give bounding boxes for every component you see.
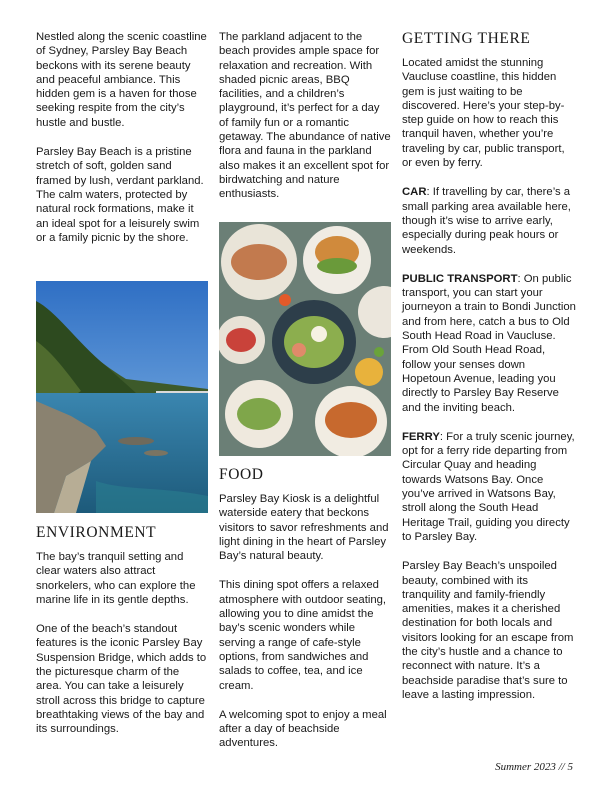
food-photo	[219, 222, 391, 456]
environment-heading: ENVIRONMENT	[36, 524, 157, 541]
public-transport-text: : On public transport, you can start your journeyon a train to Bondi Junction and from here, catch a bus to Old South Head Road in Vaucluse. From Old South Head Road, follow your senses down Hopetoun Avenue, leading you directly to Parsley Bay Reserve and the inviting beach.	[402, 272, 576, 414]
getting-there-intro: Located amidst the stunning Vaucluse coastline, this hidden gem is just waiting to be discovered. Here’s your step-by-step guide on how to reach this tranquil haven, whether you’re traveling by car, public transport, or even by ferry.	[402, 57, 565, 170]
food-paragraph-1: Parsley Bay Kiosk is a delightful waterside eatery that beckons visitors to savor refreshments and light dining in the heart of Parsley Bay’s natural beauty.	[219, 493, 389, 563]
food-paragraph-2: This dining spot offers a relaxed atmosphere with outdoor seating, allowing you to dine amidst the bay’s scenic wonders while serving a range of cafe-style options, from sandwiches and salads to coffee, tea, and ice cream.	[219, 579, 387, 692]
parkland-paragraph: The parkland adjacent to the beach provides ample space for relaxation and recreation. With shaded picnic areas, BBQ facilities, and a children’s playground, it’s perfect for a day of family fun or a romantic getaway. The abundance of native flora and fauna in the parkland also makes it an excellent spot for birdwatching and nature enthusiasts.	[219, 31, 391, 201]
environment-section	[36, 524, 208, 752]
beach-photo	[36, 281, 208, 513]
public-transport-label: PUBLIC TRANSPORT	[402, 272, 518, 285]
ferry-paragraph	[402, 430, 576, 544]
column-right	[402, 30, 576, 717]
car-label: CAR	[402, 186, 427, 199]
column-middle	[219, 30, 391, 217]
ferry-label: FERRY	[402, 430, 440, 443]
page-footer: Summer 2023 // 5	[495, 761, 573, 773]
food-heading: FOOD	[219, 466, 264, 483]
public-transport-paragraph	[402, 272, 576, 415]
car-text: : If travelling by car, there’s a small parking area available here, though it’s wise to arrive early, especially during peak hours or weekends.	[402, 186, 571, 256]
environment-paragraph-1: The bay’s tranquil setting and clear waters also attract snorkelers, who can explore the marine life in its gentle depths.	[36, 551, 196, 606]
ferry-text: : For a truly scenic journey, opt for a ferry ride departing from Circular Quay and heading towards Watsons Bay. Once you’ve arrived in Watsons Bay, stroll along the South Head Heritage Trail, guiding you directy to Parsley Bay.	[402, 430, 575, 543]
car-paragraph	[402, 185, 576, 256]
column-left	[36, 30, 208, 260]
food-section	[219, 466, 391, 766]
intro-paragraph: Nestled along the scenic coastline of Sydney, Parsley Bay Beach beckons with its serene beauty and peaceful ambiance. This hidden gem is a haven for those seeking respite from the city’s hustle and bustle.	[36, 31, 207, 129]
getting-there-heading: GETTING THERE	[402, 30, 531, 47]
environment-paragraph-2: One of the beach’s standout features is the iconic Parsley Bay Suspension Bridge, which adds to the picturesque charm of the area. You can take a leisurely stroll across this bridge to capture breathtaking views of the bay and its surroundings.	[36, 623, 207, 736]
beach-description-paragraph: Parsley Bay Beach is a pristine stretch of soft, golden sand framed by lush, verdant parkland. The calm waters, protected by natural rock formations, make it an ideal spot for a leisurely swim or a family picnic by the shore.	[36, 146, 204, 244]
food-paragraph-3: A welcoming spot to enjoy a meal after a day of beachside adventures.	[219, 708, 387, 750]
closing-paragraph: Parsley Bay Beach’s unspoiled beauty, combined with its tranquility and family-friendly amenities, makes it a cherished destination for both locals and visitors looking for an escape from the city’s hustle and a chance to reconnect with nature. It’s a beachside paradise that’s sure to leave a lasting impression.	[402, 560, 574, 701]
